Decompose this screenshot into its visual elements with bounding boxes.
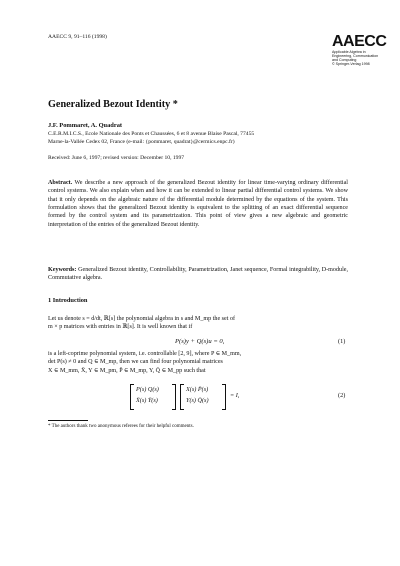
received-dates: Received: June 6, 1997; revised version: December 10, 1997 bbox=[48, 155, 185, 161]
logo-sub-line: Applicable Algebra in bbox=[332, 50, 366, 54]
equation-2-matrices bbox=[130, 384, 280, 410]
keywords-text: Generalized Bezout identity, Controllability, Parametrization, Janet sequence, Formal integrability, D-module, Commutative algebra. bbox=[48, 267, 348, 282]
logo-sub-line: © Springer-Verlag 1998 bbox=[332, 62, 370, 67]
paper-title: Generalized Bezout Identity * bbox=[48, 99, 178, 110]
bracket-left bbox=[180, 384, 184, 410]
equation-2-number: (2) bbox=[338, 392, 346, 399]
logo-sub-line: Engineering, Communication bbox=[332, 54, 379, 59]
equation-2-rhs: = I, bbox=[230, 392, 240, 399]
footnote-rule bbox=[48, 420, 88, 421]
keywords-label: Keywords: bbox=[48, 267, 77, 273]
intro-paragraph bbox=[48, 315, 348, 332]
cont-line: is a left-coprime polynomial system, i.e. controllable [2, 9], where P ∈ M_mm, bbox=[48, 351, 242, 357]
bracket-left bbox=[130, 384, 134, 410]
journal-logo bbox=[332, 34, 388, 66]
abstract-text: We describe a new approach of the generalized Bezout identity for linear time-varying ordinary differential control systems. We also explain when and how it can be extended to linear partial differential control systems. We show that it only depends on the algebraic nature of the differential module determined by the equations of the system. This formulation shows that the generalized Bezout identity is equivalent to the splitting of an exact differential sequence formed by the control system and its parametrization. This point of view gives a new algebraic and geometric interpretation of the entries of the generalized Bezout identity. bbox=[48, 180, 348, 228]
matrix-right-row: X(s) P̄(s) bbox=[186, 386, 209, 393]
logo-sub-line: and Computing bbox=[332, 58, 357, 63]
matrix-left-row: P(s) Q(s) bbox=[136, 386, 159, 393]
affiliation-line: Marne-la-Vallée Cedex 02, France (e-mail: {pommaret, quadrat}@cermics.enpc.fr) bbox=[48, 138, 235, 145]
abstract-label: Abstract. bbox=[48, 180, 73, 186]
bracket-right bbox=[222, 384, 226, 410]
equation-1-number: (1) bbox=[338, 338, 346, 345]
cont-line: det P(s) ≠ 0 and Q ∈ M_mp, then we can find four polynomial matrices bbox=[48, 359, 223, 366]
journal-reference: AAECC 9, 91–116 (1998) bbox=[48, 34, 107, 40]
affiliation bbox=[48, 131, 358, 146]
paper-authors: J.F. Pommaret, A. Quadrat bbox=[48, 122, 123, 129]
matrix-right-row: Y(s) Q̄(s) bbox=[186, 397, 209, 404]
section-heading: 1 Introduction bbox=[48, 297, 88, 304]
affiliation-line: C.E.R.M.I.C.S., Ecole Nationale des Ponts et Chaussées, 6 et 8 avenue Blaise Pascal, 77455 bbox=[48, 131, 255, 137]
keywords bbox=[48, 266, 348, 283]
cont-line: X ∈ M_mm, X̄, Y ∈ M_pm, P̄ ∈ M_mp, Y, Q̄ ∈ M_pp such that bbox=[48, 367, 206, 374]
bracket-right bbox=[172, 384, 176, 410]
matrix-left-row: X̄(s) Ȳ(s) bbox=[136, 397, 158, 404]
equation-1: P(s)y + Q(s)u = 0, bbox=[175, 338, 225, 345]
intro-line: m × p matrices with entries in ℝ[s]. It is well known that if bbox=[48, 324, 193, 331]
intro-line: Let us denote s = d/dt, ℝ[s] the polynomial algebra in s and M_mp the set of bbox=[48, 316, 236, 322]
logo-subtitle bbox=[332, 50, 392, 66]
continuation-paragraph bbox=[48, 350, 348, 375]
footnote: * The authors thank two anonymous referees for their helpful comments. bbox=[48, 424, 194, 429]
abstract bbox=[48, 179, 348, 229]
logo-word: AAECC bbox=[332, 33, 387, 50]
